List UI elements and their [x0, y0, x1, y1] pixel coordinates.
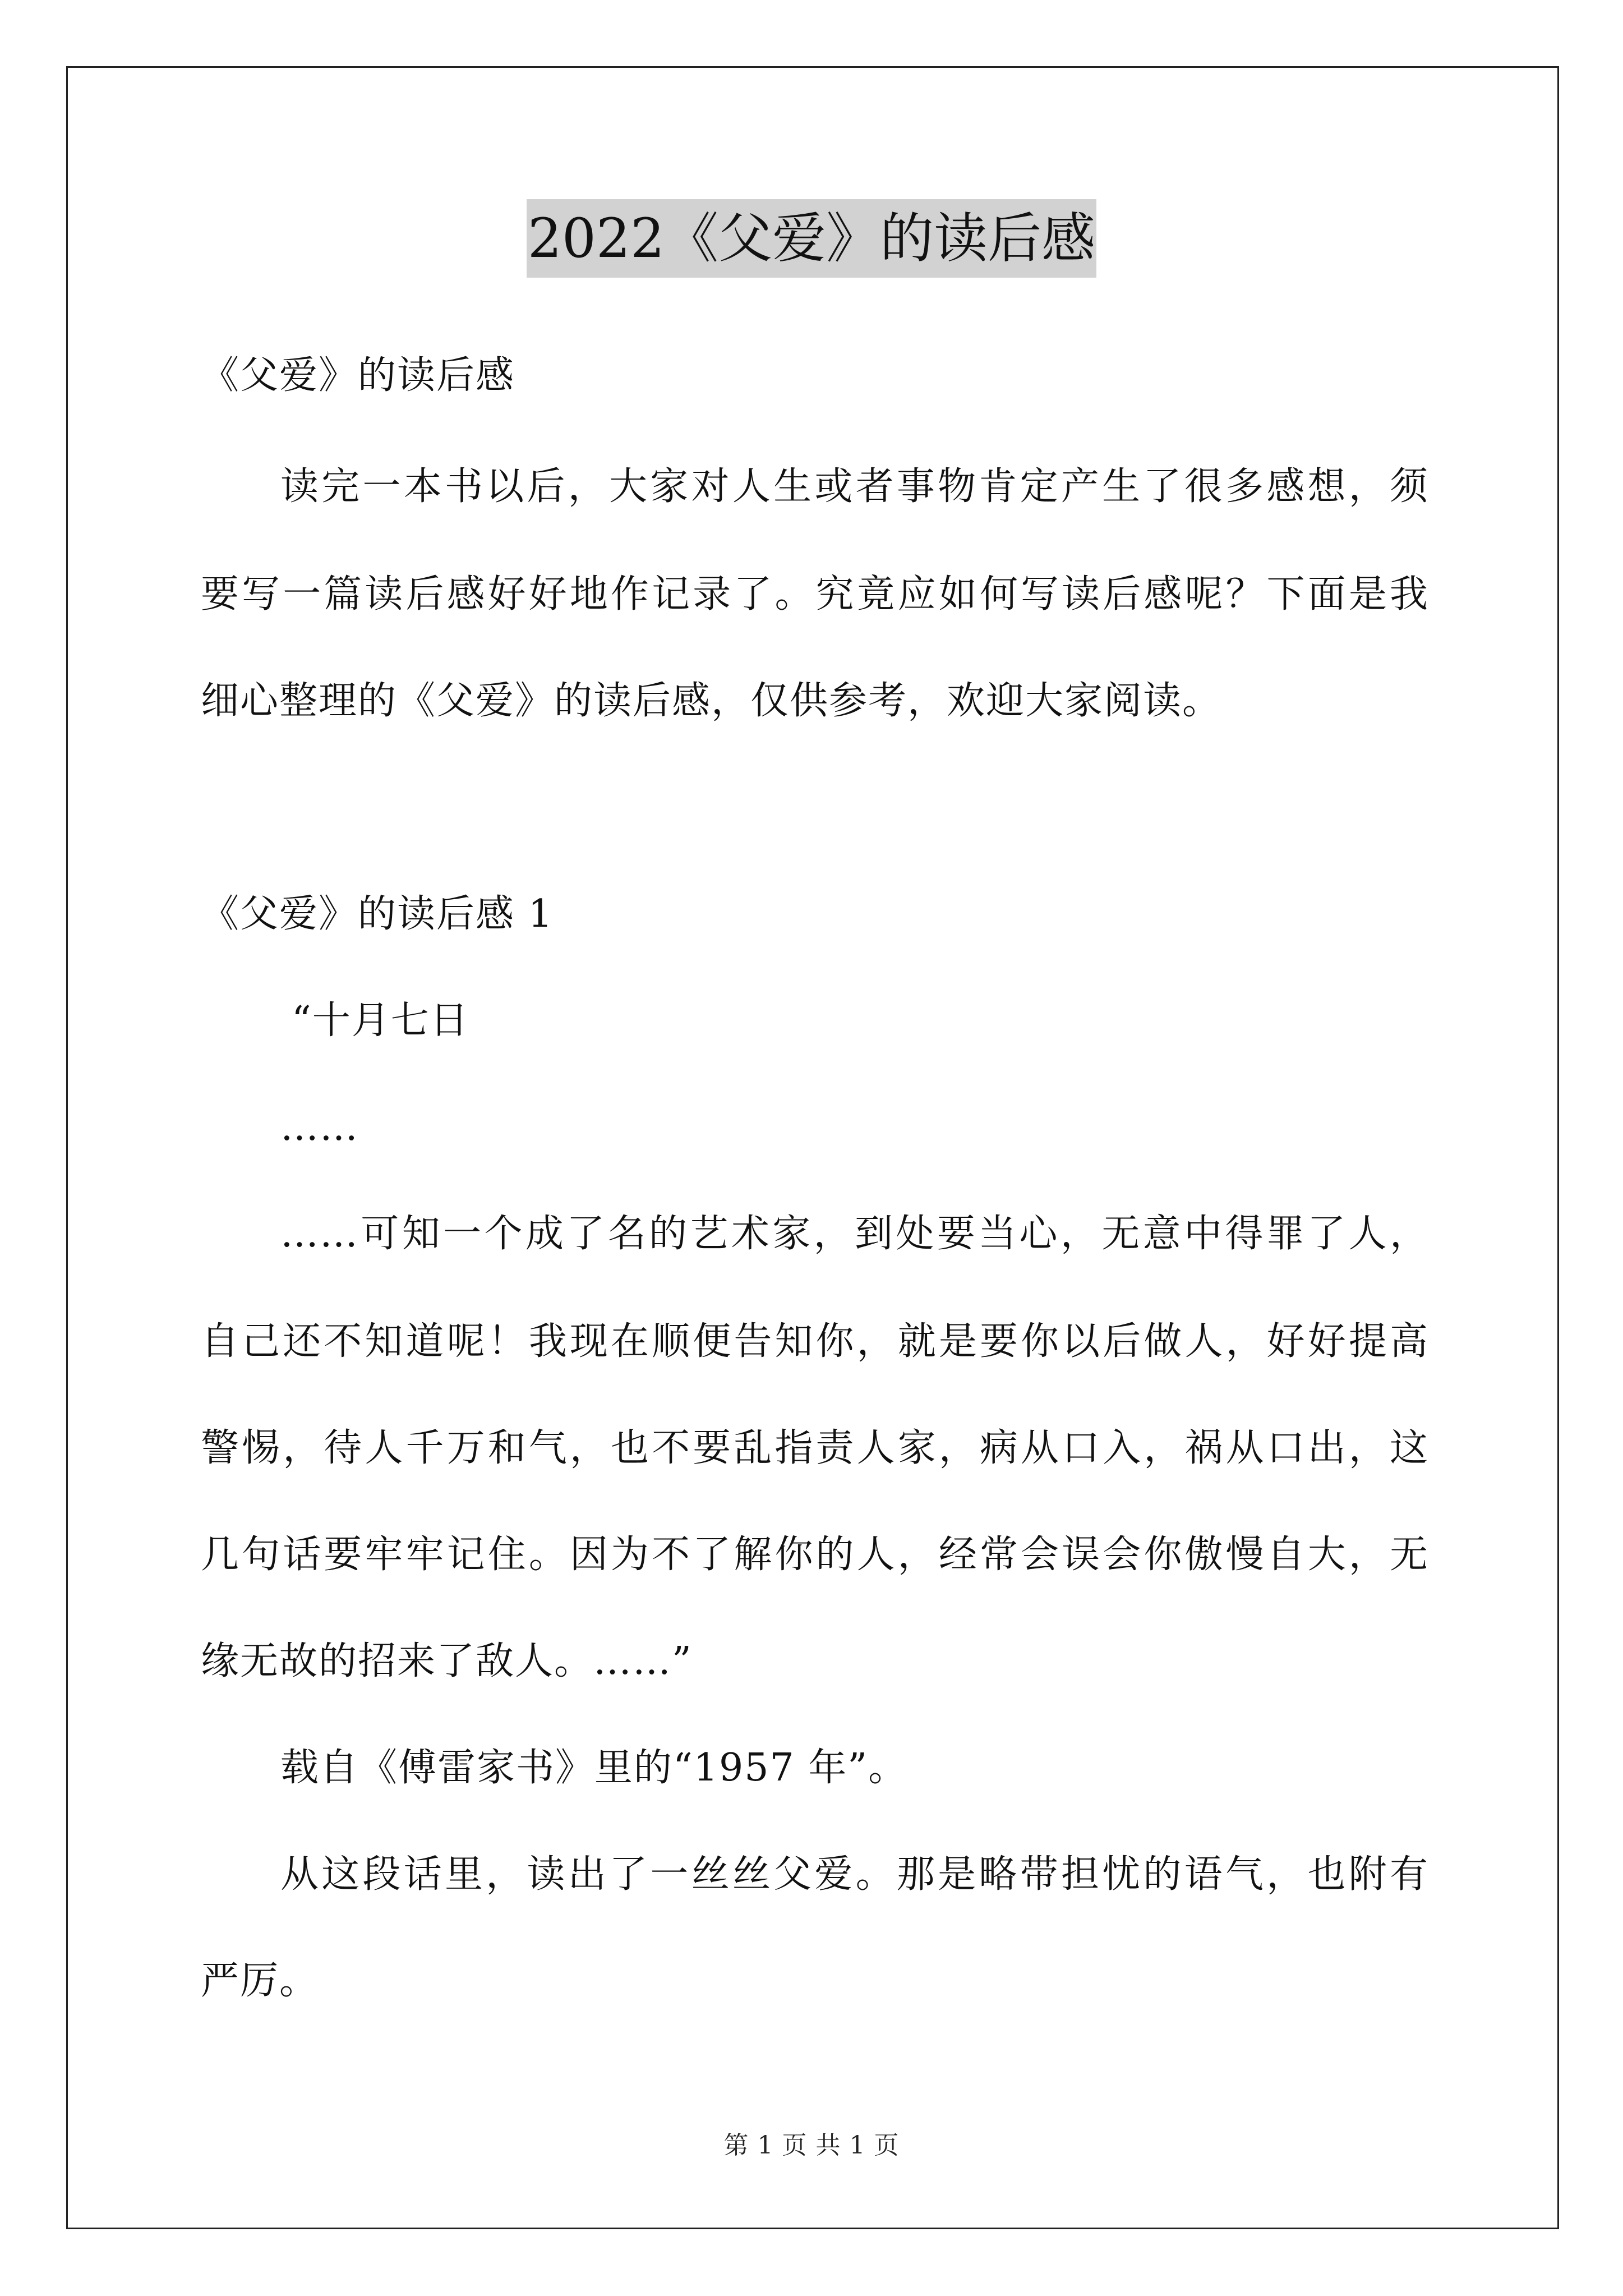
source-line: 载自《傅雷家书》里的“1957 年”。	[280, 1746, 908, 1790]
reflection-line-1: 从这段话里，读出了一丝丝父爱。那是略带担忧的语气，也附有	[280, 1852, 1429, 1897]
document-title: 2022《父爱》的读后感	[527, 199, 1096, 278]
quote-line-4: 几句话要牢牢记住。因为不了解你的人，经常会误会你傲慢自大，无	[201, 1533, 1429, 1577]
quote-line-3: 警惕，待人千万和气，也不要乱指责人家，病从口入，祸从口出，这	[201, 1426, 1429, 1470]
quote-line-1: ……可知一个成了名的艺术家，到处要当心，无意中得罪了人，	[280, 1212, 1429, 1256]
intro-line-3: 细心整理的《父爱》的读后感，仅供参考，欢迎大家阅读。	[201, 679, 1222, 723]
page-footer: 第 1 页 共 1 页	[723, 2131, 900, 2160]
ellipsis-line: ……	[280, 1105, 359, 1149]
quote-line-2: 自己还不知道呢！我现在顺便告知你，就是要你以后做人，好好提高	[201, 1319, 1429, 1364]
document-heading: 《父爱》的读后感	[201, 353, 515, 398]
quote-line-5: 缘无故的招来了敌人。……”	[201, 1639, 693, 1683]
title-container	[0, 199, 1623, 278]
section-heading: 《父爱》的读后感 1	[201, 892, 554, 936]
intro-line-2: 要写一篇读后感好好地作记录了。究竟应如何写读后感呢？下面是我	[201, 572, 1429, 616]
intro-line-1: 读完一本书以后，大家对人生或者事物肯定产生了很多感想，须	[280, 464, 1429, 509]
reflection-line-2: 严厉。	[201, 1959, 319, 2003]
quote-start: “十月七日	[292, 999, 469, 1043]
